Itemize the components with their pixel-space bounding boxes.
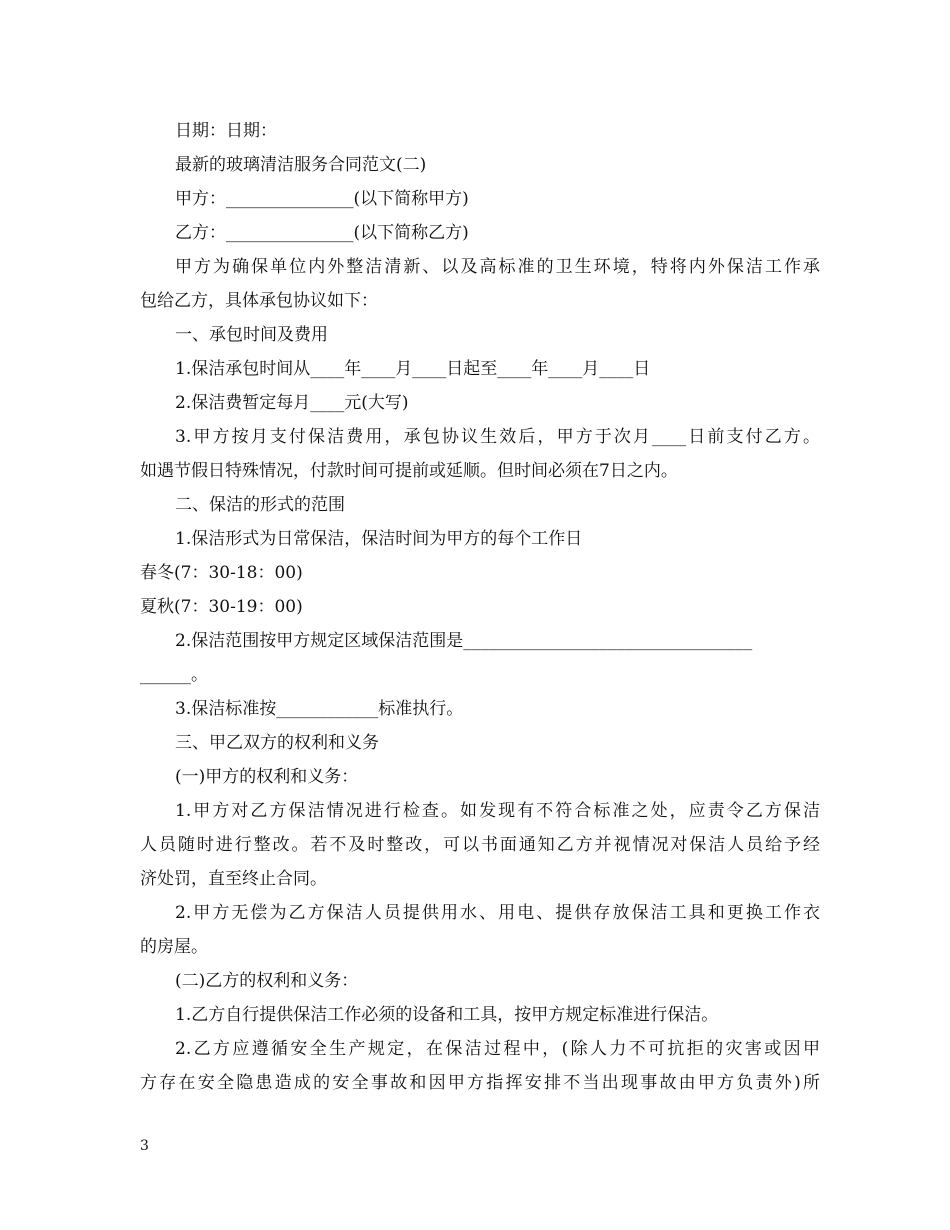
text-line: 乙方：_______________(以下简称乙方) <box>175 223 469 243</box>
text-line: 2.保洁范围按甲方规定区域保洁范围是__________________________________ <box>175 631 753 651</box>
page-number: 3 <box>140 1138 149 1154</box>
text-line: 方存在安全隐患造成的安全事故和因甲方指挥安排不当出现事故由甲方负责外)所 <box>140 1073 820 1093</box>
text-line: 夏秋(7：30-19：00) <box>140 597 303 617</box>
text-line: 包给乙方，具体承包协议如下： <box>140 291 378 311</box>
text-line: 1.保洁形式为日常保洁，保洁时间为甲方的每个工作日 <box>175 529 583 549</box>
contract-title: 最新的玻璃清洁服务合同范文(二) <box>175 155 427 175</box>
section-heading: 三、甲乙双方的权利和义务 <box>175 733 379 753</box>
text-line: 日期：日期： <box>175 121 277 141</box>
text-line: 1.甲方对乙方保洁情况进行检查。如发现有不符合标准之处，应责令乙方保洁 <box>175 801 820 821</box>
text-line: 3.保洁标准按____________标准执行。 <box>175 699 464 719</box>
text-line: 甲方：_______________(以下简称甲方) <box>175 189 469 209</box>
section-heading: 一、承包时间及费用 <box>175 325 328 345</box>
text-line: 人员随时进行整改。若不及时整改，可以书面通知乙方并视情况对保洁人员给予经 <box>140 835 820 855</box>
text-line: 春冬(7：30-18：00) <box>140 563 303 583</box>
text-line: ______。 <box>140 665 208 685</box>
text-line: 的房屋。 <box>140 937 208 957</box>
text-line: 2.保洁费暂定每月____元(大写) <box>175 393 409 413</box>
text-line: 1.保洁承包时间从____年____月____日起至____年____月____日 <box>175 359 651 379</box>
text-line: 2.乙方应遵循安全生产规定，在保洁过程中，(除人力不可抗拒的灾害或因甲 <box>175 1039 820 1059</box>
text-line: 济处罚，直至终止合同。 <box>140 869 327 889</box>
text-line: 3.甲方按月支付保洁费用，承包协议生效后，甲方于次月____日前支付乙方。 <box>175 427 820 447</box>
subsection-heading: (一)甲方的权利和义务： <box>175 767 359 787</box>
subsection-heading: (二)乙方的权利和义务： <box>175 971 359 991</box>
text-line: 2.甲方无偿为乙方保洁人员提供用水、用电、提供存放保洁工具和更换工作衣 <box>175 903 820 923</box>
text-line: 甲方为确保单位内外整洁清新、以及高标准的卫生环境，特将内外保洁工作承 <box>175 257 820 277</box>
text-line: 如遇节假日特殊情况，付款时间可提前或延顺。但时间必须在7日之内。 <box>140 461 678 481</box>
text-line: 1.乙方自行提供保洁工作必须的设备和工具，按甲方规定标准进行保洁。 <box>175 1005 719 1025</box>
section-heading: 二、保洁的形式的范围 <box>175 495 345 515</box>
